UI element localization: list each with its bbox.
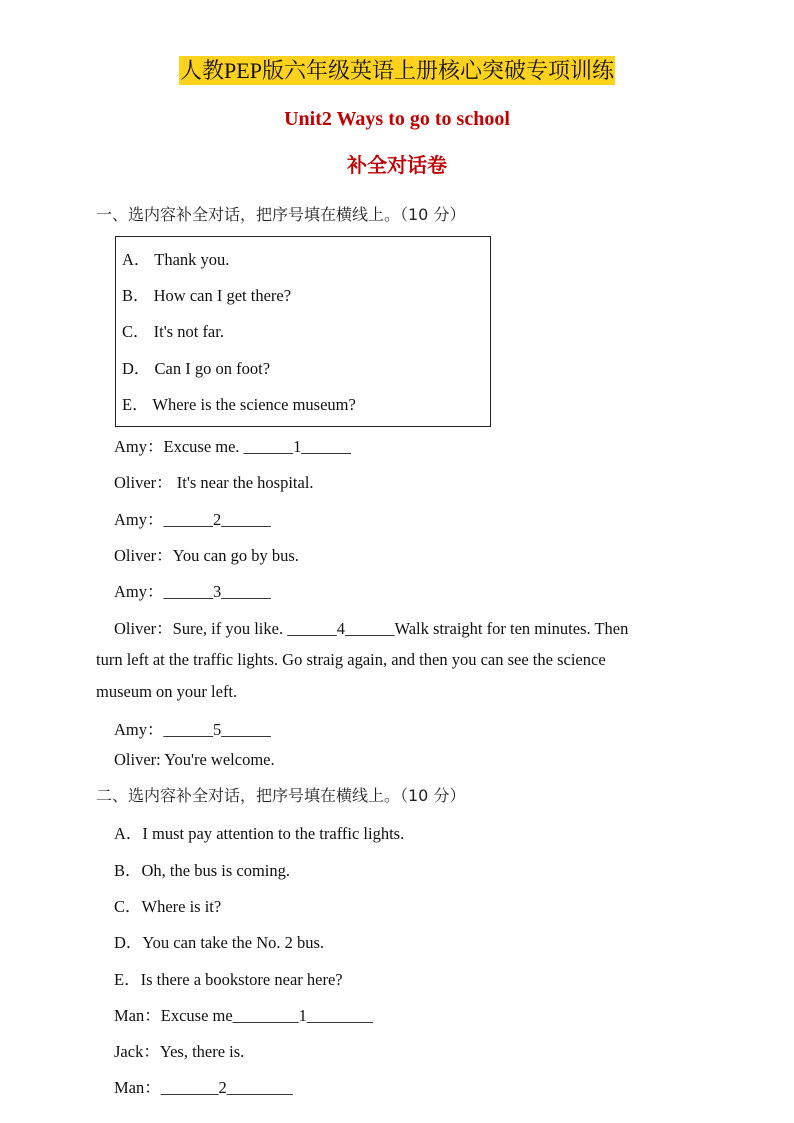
dialogue2-line-3: Man：_______2________: [114, 1078, 293, 1097]
section1-option-b: B． How can I get there?: [122, 286, 292, 305]
unit-title: Unit2 Ways to go to school: [284, 108, 510, 130]
section2-option-b: B．Oh, the bus is coming.: [114, 861, 290, 880]
paper-subtitle: 补全对话卷: [347, 153, 447, 177]
dialogue1-oliver-long-2: turn left at the traffic lights. Go straig again, and then you can see the science: [96, 650, 606, 669]
section1-option-d: D． Can I go on foot?: [122, 359, 271, 378]
dialogue1-oliver-long-1: Oliver：Sure, if you like. ______4______Walk straight for ten minutes. Then: [114, 619, 629, 638]
section2-option-c: C．Where is it?: [114, 897, 222, 916]
dialogue1-line-1: Amy：Excuse me. ______1______: [114, 437, 351, 456]
dialogue1-line-4: Oliver：You can go by bus.: [114, 546, 299, 565]
section1-option-a: A． Thank you.: [122, 250, 230, 269]
dialogue2-line-2: Jack：Yes, there is.: [114, 1042, 245, 1061]
dialogue1-line-2: Oliver： It's near the hospital.: [114, 473, 314, 492]
dialogue1-line-3: Amy：______2______: [114, 510, 271, 529]
section2-heading: 二、选内容补全对话，把序号填在横线上。（10 分）: [96, 786, 466, 805]
banner-text: 人教PEP版六年级英语上册核心突破专项训练: [180, 58, 614, 83]
dialogue2-line-1: Man：Excuse me________1________: [114, 1006, 373, 1025]
section2-option-a: A．I must pay attention to the traffic lights.: [114, 824, 405, 843]
dialogue1-oliver-long-3: museum on your left.: [96, 682, 238, 701]
section1-option-e: E． Where is the science museum?: [122, 395, 356, 414]
section1-heading: 一、选内容补全对话，把序号填在横线上。（10 分）: [96, 205, 466, 224]
dialogue1-line-5: Amy：______3______: [114, 582, 271, 601]
section1-option-c: C． It's not far.: [122, 322, 224, 341]
dialogue1-line-6: Amy：______5______: [114, 720, 271, 739]
dialogue1-line-7: Oliver: You're welcome.: [114, 750, 275, 769]
document-banner: [0, 54, 794, 88]
section2-option-d: D．You can take the No. 2 bus.: [114, 933, 325, 952]
section2-option-e: E．Is there a bookstore near here?: [114, 970, 343, 989]
